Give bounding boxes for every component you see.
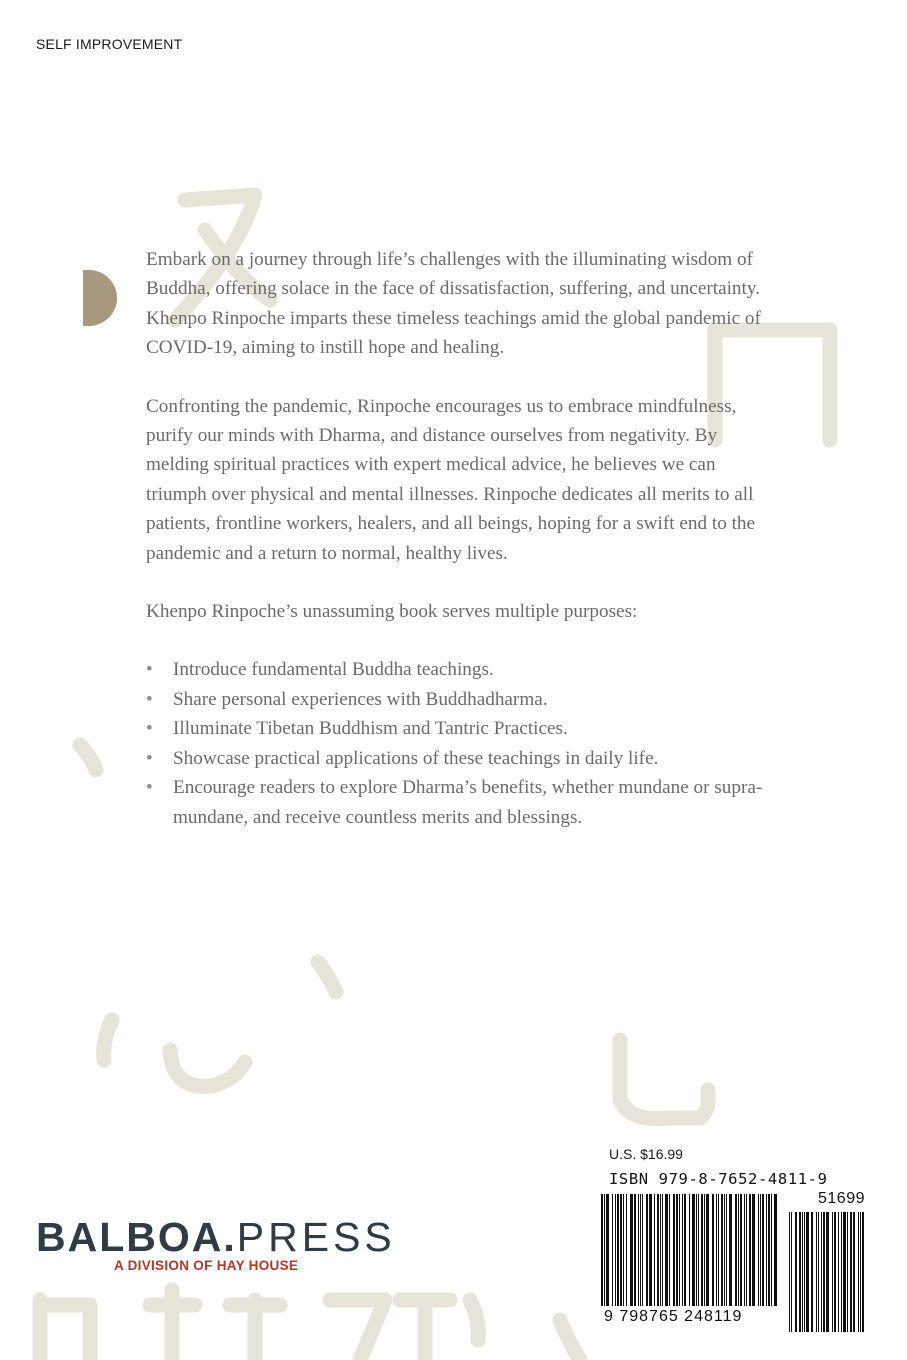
barcode-bar — [660, 1194, 661, 1306]
barcode-addon-bar — [853, 1212, 855, 1332]
publisher-tagline: A DIVISION OF HAY HOUSE — [114, 1258, 299, 1273]
barcode-bar — [749, 1194, 751, 1306]
barcode-bar — [612, 1194, 613, 1306]
barcode-bar — [726, 1194, 727, 1306]
barcode-addon-bar — [804, 1212, 805, 1332]
blurb-paragraph-3: Khenpo Rinpoche’s unassuming book serves multiple purposes: — [146, 601, 638, 623]
barcode-bar — [679, 1194, 680, 1306]
barcode-bar — [630, 1194, 633, 1306]
barcode-bar — [642, 1194, 643, 1306]
barcode-addon-bar — [834, 1212, 836, 1332]
barcode-bar — [606, 1194, 609, 1306]
barcode-bar — [646, 1194, 648, 1306]
barcode-addon-digits: 51699 — [818, 1190, 865, 1207]
barcode-bar — [724, 1194, 725, 1306]
barcode-bar — [752, 1194, 755, 1306]
barcode-bar — [669, 1194, 670, 1306]
barcode-addon-bar — [847, 1212, 848, 1332]
barcode-bar — [712, 1194, 714, 1306]
barcode-bar — [738, 1194, 739, 1306]
barcode-addon-bar — [811, 1212, 813, 1332]
barcode-addon-bar — [860, 1212, 861, 1332]
barcode-bar — [676, 1194, 678, 1306]
barcode-bar — [615, 1194, 616, 1306]
barcode-bar — [640, 1194, 641, 1306]
barcode-bar — [638, 1194, 639, 1306]
barcode-bar — [704, 1194, 705, 1306]
barcode-bar — [774, 1194, 777, 1306]
barcode-bar — [617, 1194, 619, 1306]
barcode-bar — [623, 1194, 624, 1306]
barcode-bar — [760, 1194, 761, 1306]
barcode-bar — [762, 1194, 764, 1306]
barcode-addon-bar — [850, 1212, 852, 1332]
barcode-bar — [701, 1194, 703, 1306]
barcode-addon-bar — [826, 1212, 829, 1332]
barcode-bar — [601, 1194, 603, 1306]
barcode-bar — [706, 1194, 709, 1306]
barcode-bar — [718, 1194, 719, 1306]
barcode-bar — [692, 1194, 695, 1306]
barcode-bar — [744, 1194, 745, 1306]
barcode-bar — [758, 1194, 759, 1306]
barcode-bar — [657, 1194, 659, 1306]
barcode-bar — [662, 1194, 663, 1306]
barcode-bar — [654, 1194, 655, 1306]
barcode-bar — [740, 1194, 742, 1306]
barcode-addon-bar — [816, 1212, 817, 1332]
barcode-bar — [696, 1194, 697, 1306]
barcode-bar — [620, 1194, 622, 1306]
barcode-bar — [682, 1194, 683, 1306]
barcode-addon-bar — [789, 1212, 790, 1332]
blurb-paragraph-1: Embark on a journey through life’s challenges with the illuminating wisdom of Buddha, offering solace in the face of dissatisfaction, suffering, and uncertainty. Khenpo Rinpoche imparts these timeless teachings amid the global pandemic of COVID-19, aiming to instill hope and healing. — [146, 249, 761, 359]
barcode-bar — [729, 1194, 732, 1306]
barcode-bar — [626, 1194, 627, 1306]
barcode-addon-bar — [832, 1212, 833, 1332]
barcode-addon-bar — [838, 1212, 839, 1332]
barcode-addon-bar — [858, 1212, 859, 1332]
barcode-bar — [766, 1194, 767, 1306]
list-item: • Illuminate Tibetan Buddhism and Tantric Practices. — [146, 714, 766, 743]
barcode-addon-bar — [841, 1212, 842, 1332]
price-label: U.S. $16.99 — [609, 1146, 683, 1162]
barcode-addon-bar — [818, 1212, 819, 1332]
list-item: • Showcase practical applications of these teachings in daily life. — [146, 744, 766, 773]
barcode-bar — [721, 1194, 723, 1306]
barcode-bar — [649, 1194, 652, 1306]
barcode-bar — [604, 1194, 605, 1306]
barcode-bar — [735, 1194, 737, 1306]
barcode-addon-bar — [806, 1212, 809, 1332]
publisher-name-regular: PRESS — [236, 1214, 396, 1260]
isbn-label: ISBN 979-8-7652-4811-9 — [609, 1170, 828, 1188]
list-item: • Introduce fundamental Buddha teachings. — [146, 655, 766, 684]
blurb — [146, 245, 766, 832]
publisher-name-bold: BALBOA — [36, 1214, 224, 1260]
barcode-addon-bar — [862, 1212, 864, 1332]
barcode-bar — [684, 1194, 686, 1306]
barcode-bar — [716, 1194, 717, 1306]
purposes-list — [146, 655, 766, 831]
barcode-addon-bar — [823, 1212, 825, 1332]
barcode-bar — [698, 1194, 699, 1306]
barcode-addon-bar — [802, 1212, 803, 1332]
blurb-paragraph-2: Confronting the pandemic, Rinpoche encourages us to embrace mindfulness, purify our minds with Dharma, and distance ourselves from negativity. By melding spiritual practices with expert medical advice, he believes we can triumph over physical and mental illnesses. Rinpoche dedicates all merits to all patients, frontline workers, healers, and all beings, hoping for a swift end to the pandemic and a return to normal, healthy lives. — [146, 395, 756, 564]
list-item: • Share personal experiences with Buddhadharma. — [146, 685, 766, 714]
barcode-ean-digits: 9 798765 248119 — [600, 1308, 746, 1326]
barcode-bar — [673, 1194, 675, 1306]
barcode-addon-bar — [843, 1212, 846, 1332]
barcode-bar — [689, 1194, 690, 1306]
barcode-bar — [746, 1194, 747, 1306]
publisher-dot: . — [223, 1214, 237, 1260]
list-item: • Encourage readers to explore Dharma’s benefits, whether mundane or supra-mundane, and receive countless merits and blessings. — [146, 773, 766, 832]
category-label: SELF IMPROVEMENT — [36, 36, 183, 52]
publisher-logo — [36, 1214, 396, 1273]
barcode-bar — [634, 1194, 636, 1306]
barcode-addon-bar — [795, 1212, 797, 1332]
barcode-addon-bar — [821, 1212, 822, 1332]
barcode-bar — [771, 1194, 772, 1306]
barcode-bar — [768, 1194, 770, 1306]
barcode-addon-bar — [791, 1212, 792, 1332]
barcode-addon-bar — [799, 1212, 801, 1332]
barcode-bar — [665, 1194, 668, 1306]
